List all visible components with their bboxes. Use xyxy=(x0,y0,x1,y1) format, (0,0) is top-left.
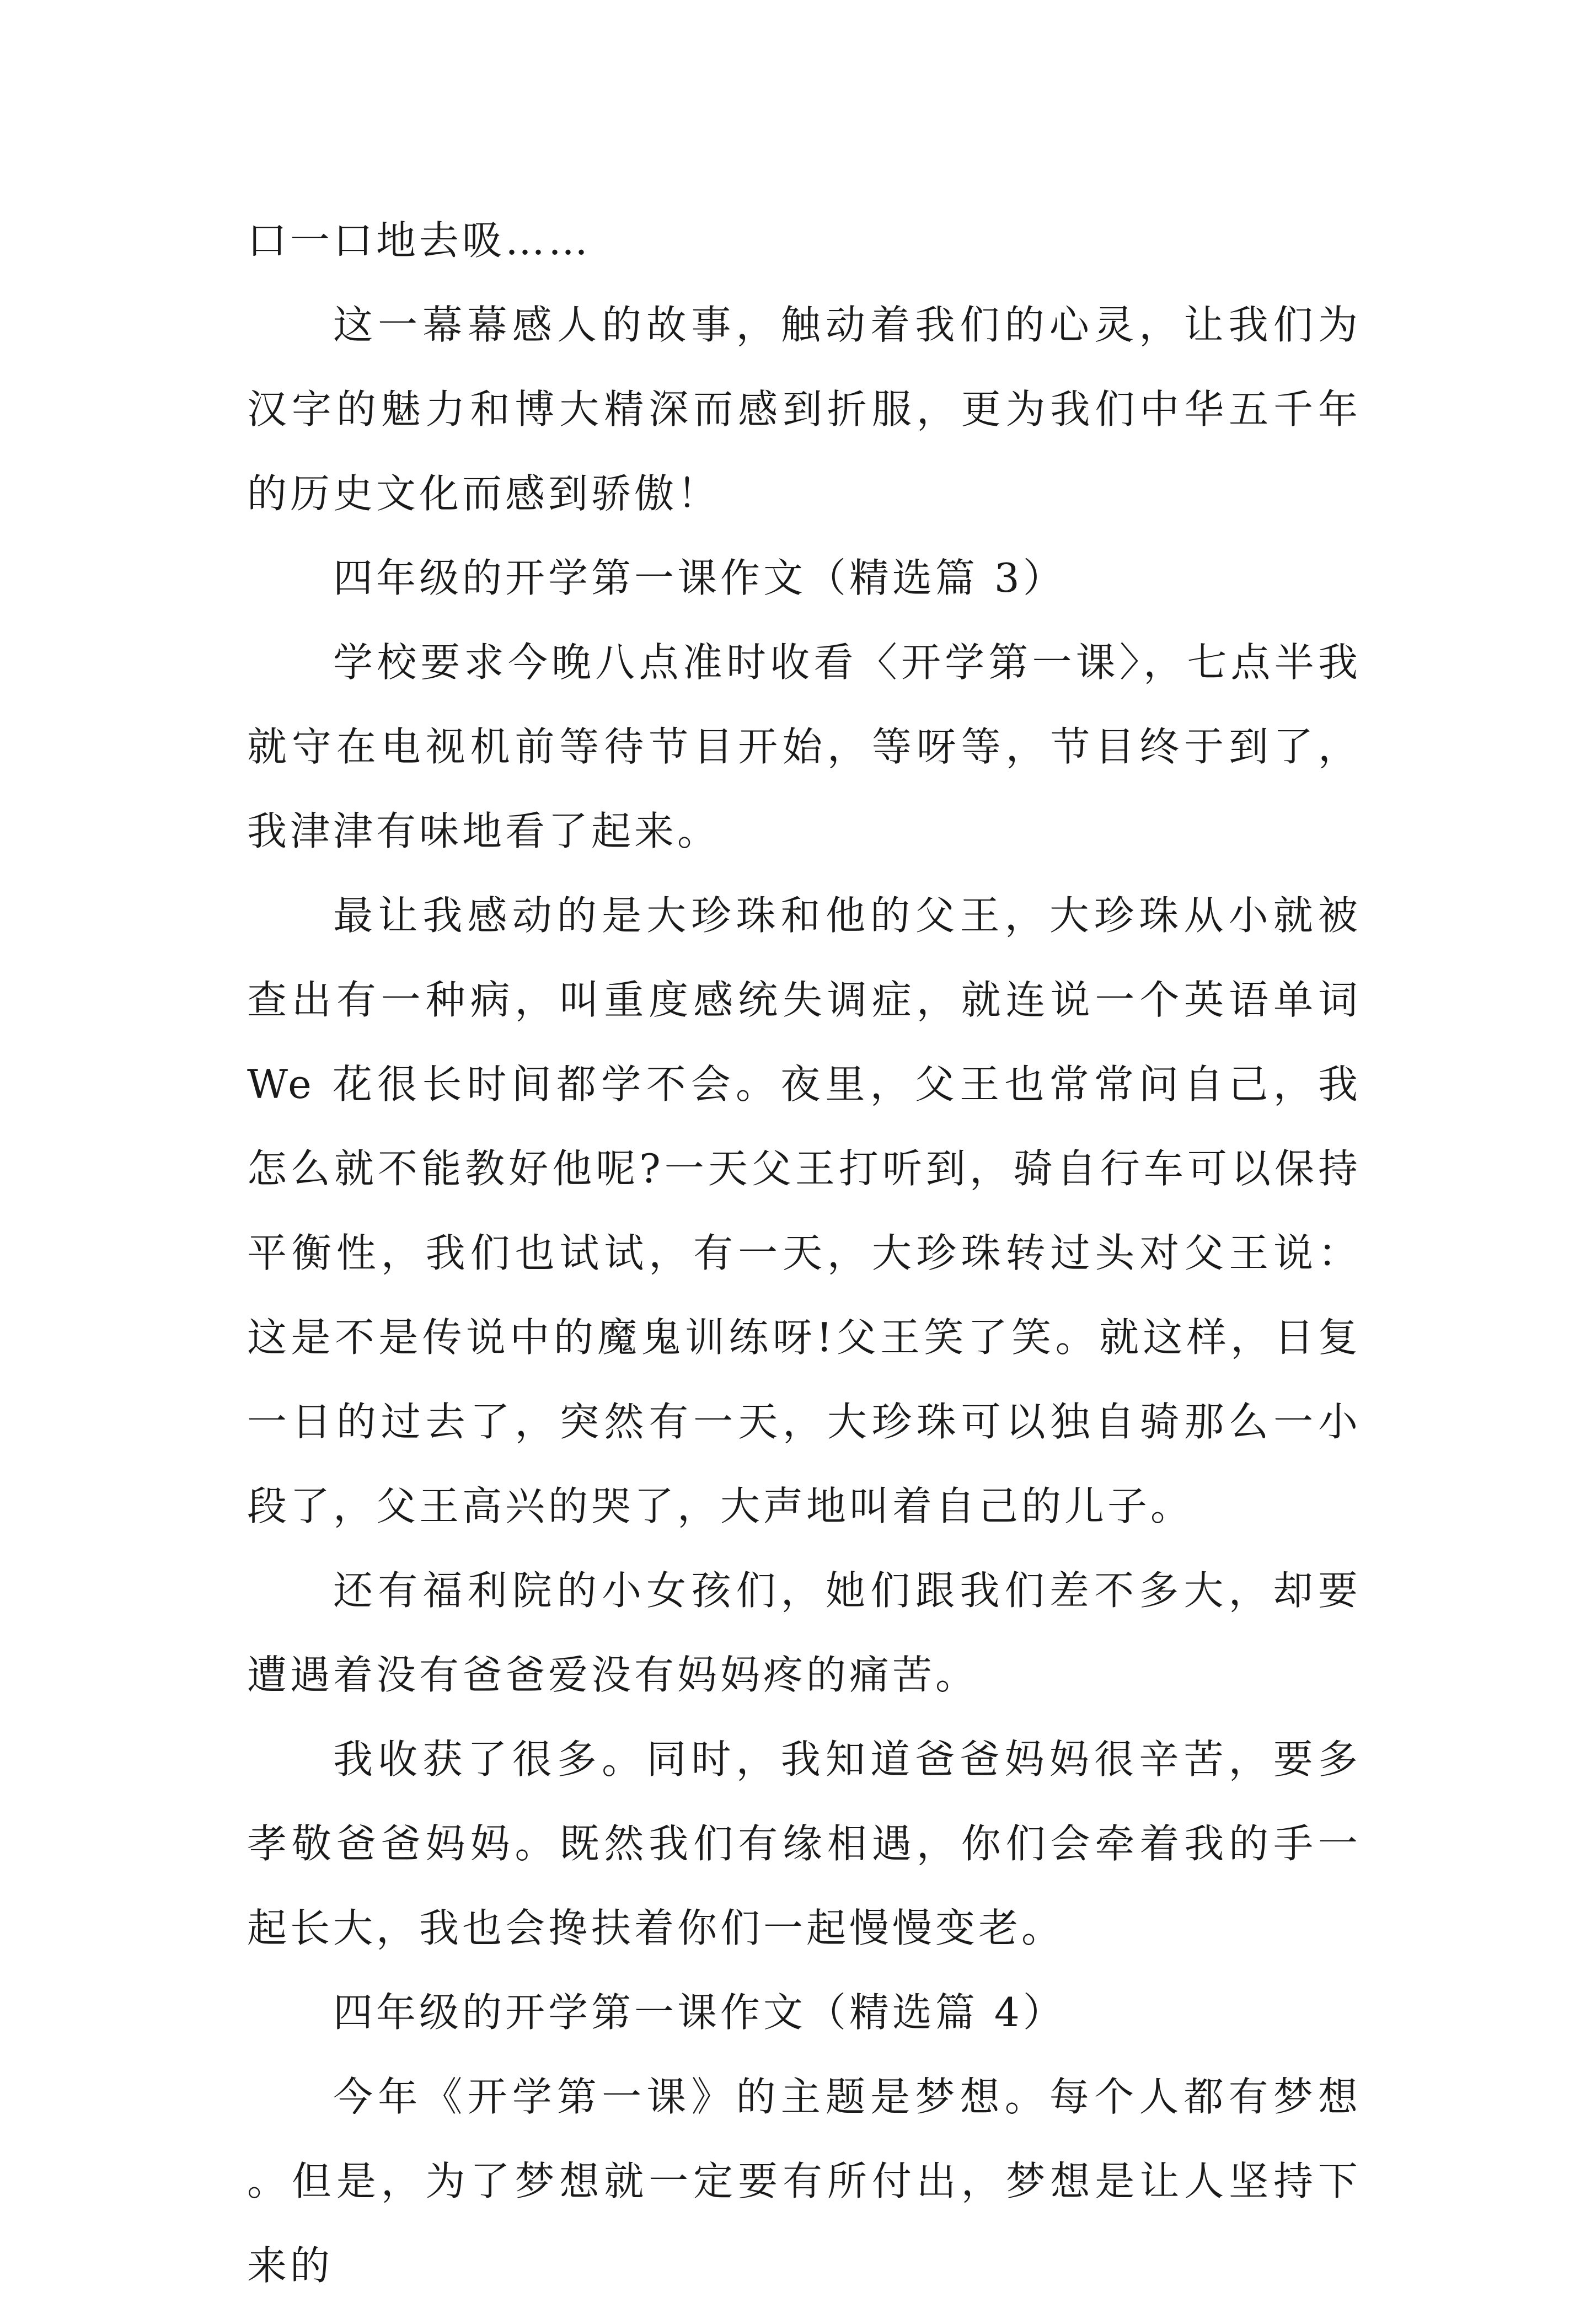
paragraph: 今年《开学第一课》的主题是梦想。每个人都有梦想。但是，为了梦想就一定要有所付出，梦想是让人坚持下来的 xyxy=(247,2074,1361,2289)
paragraph: 学校要求今晚八点准时收看〈开学第一课〉，七点半我就守在电视机前等待节目开始，等呀等，节目终于到了，我津津有味地看了起来。 xyxy=(247,639,1361,854)
paragraph: 还有福利院的小女孩们，她们跟我们差不多大，却要遭遇着没有爸爸爱没有妈妈疼的痛苦。 xyxy=(247,1567,1361,1698)
paragraph-continuation: 口一口地去吸…… xyxy=(247,217,592,264)
paragraph: 最让我感动的是大珍珠和他的父王，大珍珠从小就被查出有一种病，叫重度感统失调症，就连说一个英语单词 We 花很长时间都学不会。夜里，父王也常常问自己，我怎么就不能教好他呢?一天父王打听到，骑自行车可以保持平衡性，我们也试试，有一天，大珍珠转过头对父王说：这是不是传说中的魔鬼训练呀!父王笑了笑。就这样，日复一日的过去了，突然有一天，大珍珠可以独自骑那么一小段了，父王高兴的哭了，大声地叫着自己的儿子。 xyxy=(247,892,1361,1529)
document-body xyxy=(247,199,1361,2308)
paragraph: 这一幕幕感人的故事，触动着我们的心灵，让我们为汉字的魅力和博大精深而感到折服，更为我们中华五千年的历史文化而感到骄傲！ xyxy=(247,302,1361,517)
section-heading: 四年级的开学第一课作文（精选篇 4） xyxy=(333,1989,1066,2036)
paragraph: 我收获了很多。同时，我知道爸爸妈妈很辛苦，要多孝敬爸爸妈妈。既然我们有缘相遇，你们会牵着我的手一起长大，我也会搀扶着你们一起慢慢变老。 xyxy=(247,1736,1361,1951)
section-heading: 四年级的开学第一课作文（精选篇 3） xyxy=(333,555,1066,601)
